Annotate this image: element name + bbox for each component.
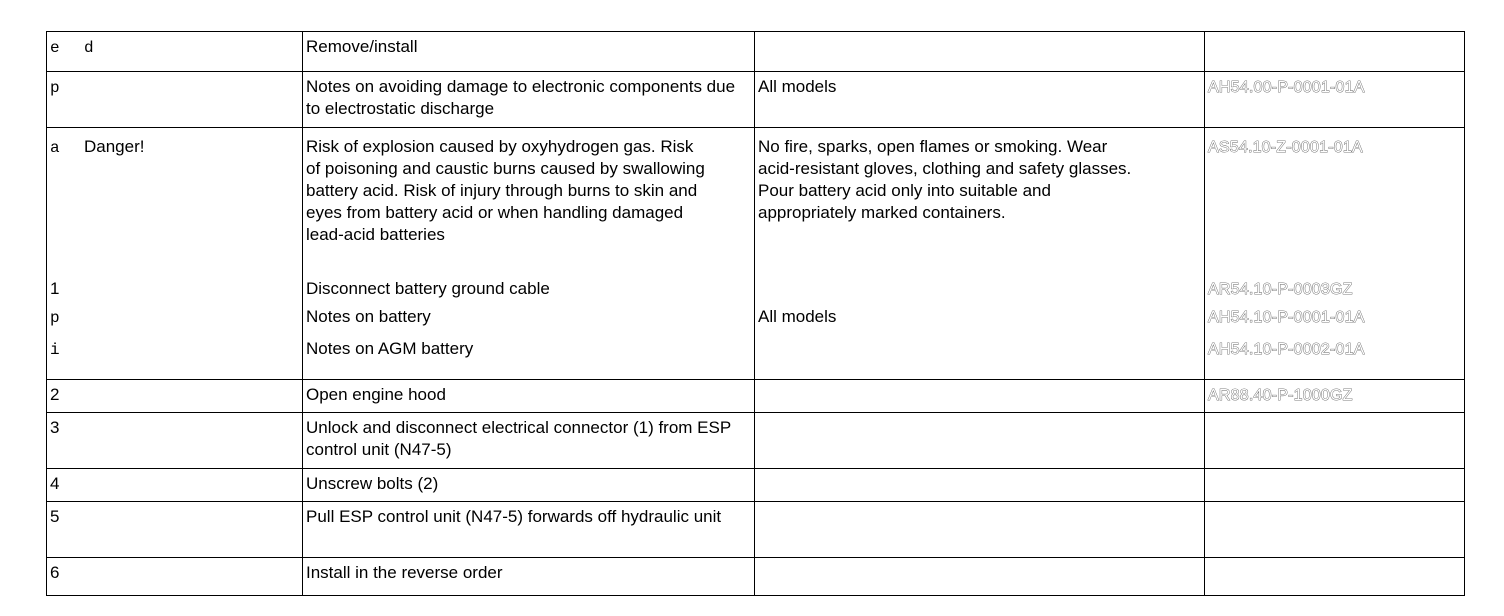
sub-step-number: 1 — [50, 279, 60, 298]
reference-cell — [1205, 128, 1465, 380]
symbol-a: a — [50, 139, 60, 157]
sub-step-condition: All models — [758, 307, 837, 326]
reference-link[interactable]: AR88.40-P-1000GZ — [1208, 387, 1353, 404]
table-row — [47, 32, 1465, 72]
step-number: 4 — [47, 469, 303, 502]
step-number: 5 — [47, 502, 303, 558]
instruction-cell: Unlock and disconnect electrical connector (1) from ESP control unit (N47-5) — [303, 413, 755, 469]
instruction-cell: Notes on avoiding damage to electronic components due to electrostatic discharge — [303, 72, 755, 128]
step-number: 6 — [47, 558, 303, 596]
condition-cell — [755, 413, 1205, 469]
step-cell — [47, 128, 303, 380]
table-row-danger — [47, 128, 1465, 380]
sub-step-text: Notes on AGM battery — [306, 339, 474, 358]
danger-text: Risk of explosion caused by oxyhydrogen gas. Risk of poisoning and caustic burns caused by swallowing battery acid. Risk of injury through burns to skin and eyes from battery acid or when handling damaged lead-acid batteries — [306, 137, 705, 244]
danger-label: Danger! — [84, 137, 145, 156]
step-cell — [47, 32, 303, 72]
table-row — [47, 413, 1465, 469]
danger-remedy: No fire, sparks, open flames or smoking. Wear acid-resistant gloves, clothing and safety glasses. Pour battery acid only into suitable and appropriately marked containers. — [758, 137, 1132, 222]
step-number: 3 — [47, 413, 303, 469]
sub-step-text: Disconnect battery ground cable — [306, 279, 550, 298]
reference-link[interactable]: AS54.10-Z-0001-01A — [1208, 139, 1363, 156]
instruction-cell — [303, 128, 755, 380]
table-row — [47, 380, 1465, 413]
table-row — [47, 558, 1465, 596]
table-row — [47, 502, 1465, 558]
symbol-d: d — [84, 39, 94, 57]
reference-cell — [1205, 469, 1465, 502]
step-number: 2 — [47, 380, 303, 413]
reference-link[interactable]: AH54.10-P-0002-01A — [1208, 341, 1365, 358]
symbol-p: p — [50, 79, 60, 97]
step-cell — [47, 72, 303, 128]
symbol-e: e — [50, 39, 60, 57]
condition-cell — [755, 128, 1205, 380]
reference-link[interactable]: AH54.00-P-0001-01A — [1208, 79, 1365, 96]
condition-cell — [755, 380, 1205, 413]
reference-link[interactable]: AH54.10-P-0001-01A — [1208, 309, 1365, 326]
table-row — [47, 72, 1465, 128]
condition-cell — [755, 469, 1205, 502]
symbol-i: i — [50, 341, 60, 359]
instruction-cell: Remove/install — [303, 32, 755, 72]
table-row — [47, 469, 1465, 502]
instruction-cell: Pull ESP control unit (N47-5) forwards off hydraulic unit — [303, 502, 755, 558]
reference-link[interactable]: AR54.10-P-0003GZ — [1208, 281, 1353, 298]
condition-cell: All models — [755, 72, 1205, 128]
condition-cell — [755, 32, 1205, 72]
reference-cell — [1205, 558, 1465, 596]
reference-cell — [1205, 72, 1465, 128]
reference-cell — [1205, 32, 1465, 72]
instruction-cell: Unscrew bolts (2) — [303, 469, 755, 502]
sub-step-text: Notes on battery — [306, 307, 431, 326]
reference-cell — [1205, 502, 1465, 558]
instruction-cell: Open engine hood — [303, 380, 755, 413]
condition-cell — [755, 502, 1205, 558]
reference-cell — [1205, 413, 1465, 469]
instruction-cell: Install in the reverse order — [303, 558, 755, 596]
condition-cell — [755, 558, 1205, 596]
reference-cell — [1205, 380, 1465, 413]
symbol-p: p — [50, 309, 60, 327]
procedure-table — [46, 31, 1465, 596]
